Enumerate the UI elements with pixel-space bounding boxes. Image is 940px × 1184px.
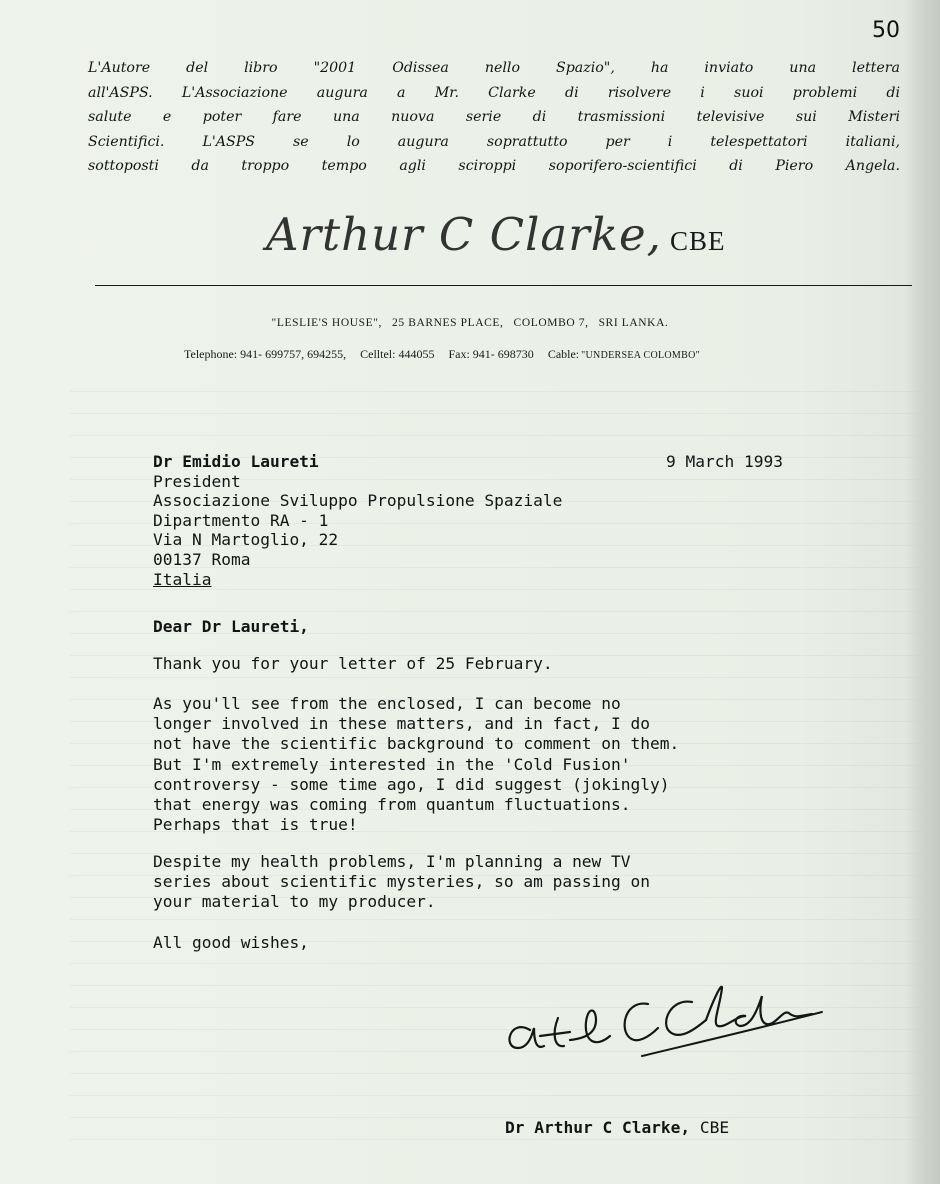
note-line: L'Autore del libro "2001 Odissea nello Spazio", ha inviato una lettera [88, 60, 900, 76]
signatory-block [505, 1118, 729, 1137]
contact-celltel: Celltel: 444055 [360, 347, 435, 361]
recipient-block [153, 452, 562, 589]
closing: All good wishes, [153, 933, 309, 952]
paragraph-2 [153, 694, 679, 835]
note-line: sottoposti da troppo tempo agli sciroppi soporifero-scientifici di Piero Angela. [88, 158, 900, 175]
paragraph-line: Despite my health problems, I'm planning a new TV [153, 852, 631, 871]
note-line: salute e poter fare una nuova serie di trasmissioni televisive sui Misteri [88, 109, 900, 126]
handwritten-signature [500, 978, 830, 1060]
recipient-department: Dipartmento RA - 1 [153, 510, 329, 530]
page-number: 50 [872, 18, 900, 43]
signatory-name: Dr Arthur C Clarke, [505, 1118, 691, 1137]
letterhead-honours: CBE [669, 226, 726, 256]
contact-telephone: Telephone: 941- 699757, 694255, [184, 347, 347, 361]
handwritten-note [88, 56, 900, 179]
letter-date: 9 March 1993 [666, 452, 783, 471]
contact-cable-label: Cable: [547, 347, 580, 361]
recipient-city: 00137 Roma [153, 549, 251, 569]
paragraph-line: longer involved in these matters, and in fact, I do [153, 714, 651, 734]
paragraph-line: As you'll see from the enclosed, I can become no [153, 694, 621, 713]
note-line: all'ASPS. L'Associazione augura a Mr. Clarke di risolvere i suoi problemi di [88, 84, 900, 101]
letterhead-address [0, 317, 940, 329]
address-city: COLOMBO 7, [513, 317, 589, 329]
recipient-organization: Associazione Sviluppo Propulsione Spaziale [153, 491, 563, 511]
address-country: SRI LANKA. [598, 317, 669, 329]
recipient-name: Dr Emidio Laureti [153, 452, 319, 471]
paragraph-3 [153, 852, 650, 913]
paragraph-line: your material to my producer. [153, 892, 436, 912]
recipient-country: Italia [153, 569, 212, 589]
salutation: Dear Dr Laureti, [153, 617, 309, 636]
note-line: Scientifici. L'ASPS se lo augura soprattutto per i telespettatori italiani, [88, 133, 900, 150]
paragraph-line: that energy was coming from quantum fluctuations. [153, 795, 631, 815]
paragraph-line: controversy - some time ago, I did suggest (jokingly) [153, 774, 670, 794]
paragraph-1 [153, 654, 553, 674]
address-street: 25 BARNES PLACE, [392, 317, 504, 329]
recipient-title: President [153, 471, 241, 491]
contact-cable-value: "UNDERSEA COLOMBO" [581, 350, 700, 361]
paragraph-line: Thank you for your letter of 25 February. [153, 654, 553, 673]
paragraph-line: But I'm extremely interested in the 'Cold Fusion' [153, 754, 631, 774]
paragraph-line: Perhaps that is true! [153, 815, 358, 835]
signatory-honours: CBE [699, 1118, 730, 1137]
address-house: "LESLIE'S HOUSE", [271, 317, 383, 329]
recipient-street: Via N Martoglio, 22 [153, 530, 339, 550]
letterhead-rule [95, 285, 912, 286]
paragraph-line: not have the scientific background to comment on them. [153, 734, 680, 754]
letterhead-author-name: Arthur C Clarke, [266, 208, 662, 261]
page-binding-shadow [906, 0, 940, 1184]
paragraph-line: series about scientific mysteries, so am passing on [153, 872, 651, 892]
letterhead-name [266, 208, 726, 261]
letterhead-contacts [184, 347, 714, 362]
contact-fax: Fax: 941- 698730 [448, 347, 534, 361]
